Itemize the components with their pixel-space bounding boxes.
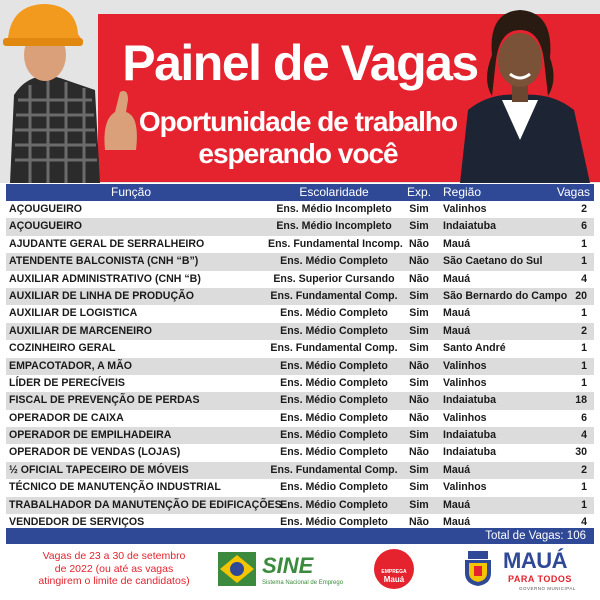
cell-vagas: 4	[581, 272, 587, 285]
subtitle-line-1: Oportunidade de trabalho	[138, 106, 458, 137]
cell-regiao: Mauá	[443, 272, 471, 285]
cell-escolaridade: Ens. Fundamental Incomp.	[268, 237, 403, 250]
cell-escolaridade: Ens. Médio Incompleto	[276, 203, 392, 215]
cell-funcao: AJUDANTE GERAL DE SERRALHEIRO	[9, 237, 205, 250]
cell-funcao: AUXILIAR DE LINHA DE PRODUÇÃO	[9, 289, 195, 302]
cell-vagas: 2	[581, 324, 587, 337]
column-header-funcao: Função	[110, 185, 152, 199]
cell-regiao: Valinhos	[443, 359, 487, 372]
column-header-regiao: Região	[443, 185, 482, 199]
cell-vagas: 4	[581, 429, 587, 442]
cell-escolaridade: Ens. Médio Completo	[280, 394, 388, 407]
table-row	[6, 201, 594, 218]
cell-vagas: 18	[575, 394, 587, 407]
cell-vagas: 1	[581, 498, 587, 511]
cell-funcao: AUXILIAR ADMINISTRATIVO (CNH “B)	[9, 272, 201, 285]
cell-vagas: 20	[575, 289, 587, 302]
cell-exp: Sim	[409, 342, 429, 355]
cell-funcao: AÇOUGUEIRO	[9, 220, 82, 233]
cell-escolaridade: Ens. Médio Completo	[280, 446, 388, 459]
cell-regiao: Indaiatuba	[443, 220, 496, 233]
cell-exp: Sim	[409, 324, 429, 337]
cell-funcao: ATENDENTE BALCONISTA (CNH “B”)	[9, 255, 199, 268]
cell-escolaridade: Ens. Médio Completo	[280, 324, 388, 337]
cell-vagas: 1	[581, 237, 587, 250]
cell-regiao: Mauá	[443, 324, 471, 337]
cell-funcao: AUXILIAR DE MARCENEIRO	[9, 324, 153, 337]
cell-exp: Sim	[409, 481, 429, 494]
cell-escolaridade: Ens. Médio Completo	[280, 429, 388, 442]
table-row	[6, 218, 594, 235]
table-row	[6, 236, 594, 253]
cell-funcao: AUXILIAR DE LOGISTICA	[9, 307, 138, 320]
cell-exp: Sim	[409, 429, 429, 442]
cell-exp: Não	[408, 446, 429, 459]
cell-exp: Sim	[409, 376, 429, 389]
cell-funcao: LÍDER DE PERECÍVEIS	[9, 376, 125, 389]
cell-regiao: Mauá	[443, 498, 471, 511]
cell-exp: Não	[408, 516, 429, 529]
table-row	[6, 444, 594, 461]
cell-escolaridade: Ens. Médio Completo	[280, 498, 388, 511]
table-row	[6, 427, 594, 444]
table-row	[6, 375, 594, 392]
cell-regiao: Mauá	[443, 463, 471, 476]
table-row	[6, 288, 594, 305]
table-row	[6, 392, 594, 409]
table-row	[6, 253, 594, 270]
maua-logo-name: MAUÁ	[503, 548, 567, 573]
cell-vagas: 1	[581, 481, 587, 494]
total-vagas: Total de Vagas: 106	[485, 530, 586, 542]
cell-exp: Não	[408, 411, 429, 424]
cell-escolaridade: Ens. Médio Completo	[280, 411, 388, 424]
validity-note-line-3: atingirem o limite de candidatos)	[38, 575, 190, 587]
table-header	[6, 184, 594, 201]
sine-name: SINE	[262, 553, 314, 578]
table-row	[6, 340, 594, 357]
job-table-body	[6, 201, 594, 531]
emprega-city: Mauá	[383, 575, 405, 584]
cell-regiao: Valinhos	[443, 376, 487, 389]
cell-vagas: 6	[581, 411, 587, 424]
cell-funcao: OPERADOR DE CAIXA	[9, 411, 124, 424]
cell-exp: Sim	[409, 498, 429, 511]
cell-exp: Sim	[409, 220, 429, 233]
table-row	[6, 271, 594, 288]
cell-exp: Sim	[409, 289, 429, 302]
page-title: Painel de Vagas	[122, 35, 478, 91]
table-row	[6, 497, 594, 514]
emprega-label: EMPREGA	[381, 569, 407, 575]
cell-vagas: 1	[581, 359, 587, 372]
table-row	[6, 479, 594, 496]
cell-escolaridade: Ens. Médio Completo	[280, 516, 388, 529]
cell-vagas: 2	[581, 203, 587, 215]
cell-regiao: Indaiatuba	[443, 394, 496, 407]
cell-vagas: 6	[581, 220, 587, 233]
cell-vagas: 2	[581, 463, 587, 476]
column-header-exp: Exp.	[406, 185, 431, 199]
cell-vagas: 1	[581, 307, 587, 320]
table-row	[6, 462, 594, 479]
cell-vagas: 30	[575, 446, 587, 459]
city-crest-icon	[462, 551, 494, 587]
cell-vagas: 1	[581, 376, 587, 389]
cell-escolaridade: Ens. Superior Cursando	[273, 272, 395, 285]
cell-funcao: EMPACOTADOR, A MÃO	[9, 359, 132, 372]
cell-escolaridade: Ens. Médio Completo	[280, 376, 388, 389]
subtitle-line-2: esperando você	[198, 138, 398, 169]
cell-funcao: FISCAL DE PREVENÇÃO DE PERDAS	[9, 394, 200, 407]
cell-funcao: VENDEDOR DE SERVIÇOS	[9, 516, 145, 529]
cell-regiao: Mauá	[443, 516, 471, 529]
sine-subtitle: Sistema Nacional de Emprego	[262, 580, 344, 586]
cell-funcao: COZINHEIRO GERAL	[9, 342, 116, 355]
cell-exp: Não	[408, 255, 429, 268]
cell-regiao: São Bernardo do Campo	[443, 289, 568, 302]
cell-exp: Não	[408, 237, 429, 250]
total-bar	[6, 528, 594, 544]
cell-regiao: Mauá	[443, 307, 471, 320]
maua-government-label: GOVERNO MUNICIPAL	[519, 586, 576, 591]
cell-regiao: Indaiatuba	[443, 446, 496, 459]
maua-slogan: PARA TODOS	[508, 574, 572, 584]
cell-vagas: 1	[581, 342, 587, 355]
cell-escolaridade: Ens. Médio Completo	[280, 307, 388, 320]
cell-exp: Não	[408, 359, 429, 372]
cell-exp: Sim	[409, 203, 429, 215]
cell-escolaridade: Ens. Médio Completo	[280, 481, 388, 494]
cell-vagas: 1	[581, 255, 587, 268]
header-banner	[0, 0, 600, 183]
cell-regiao: Mauá	[443, 237, 471, 250]
cell-funcao: TRABALHADOR DA MANUTENÇÃO DE EDIFICAÇÕES	[9, 498, 282, 511]
cell-escolaridade: Ens. Médio Completo	[280, 255, 388, 268]
cell-regiao: São Caetano do Sul	[443, 255, 543, 268]
cell-regiao: Valinhos	[443, 411, 487, 424]
cell-escolaridade: Ens. Fundamental Comp.	[270, 342, 398, 355]
table-row	[6, 410, 594, 427]
cell-regiao: Valinhos	[443, 481, 487, 494]
cell-funcao: TÉCNICO DE MANUTENÇÃO INDUSTRIAL	[9, 481, 221, 494]
cell-escolaridade: Ens. Médio Completo	[280, 359, 388, 372]
cell-funcao: OPERADOR DE VENDAS (LOJAS)	[9, 446, 181, 459]
validity-note-line-1: Vagas de 23 a 30 de setembro	[42, 550, 186, 562]
validity-note-line-2: de 2022 (ou até as vagas	[54, 562, 174, 575]
validity-note	[24, 550, 204, 588]
cell-exp: Sim	[409, 307, 429, 320]
cell-escolaridade: Ens. Fundamental Comp.	[270, 463, 398, 476]
cell-regiao: Santo André	[443, 342, 506, 355]
table-row	[6, 305, 594, 322]
cell-escolaridade: Ens. Médio Incompleto	[276, 220, 392, 233]
cell-regiao: Valinhos	[443, 203, 487, 215]
cell-funcao: AÇOUGUEIRO	[9, 203, 82, 215]
column-header-vagas: Vagas	[556, 185, 590, 199]
cell-exp: Não	[408, 272, 429, 285]
cell-regiao: Indaiatuba	[443, 429, 496, 442]
cell-exp: Sim	[409, 463, 429, 476]
cell-vagas: 4	[581, 516, 587, 529]
table-row	[6, 358, 594, 375]
table-row	[6, 323, 594, 340]
page-subtitle	[118, 106, 478, 170]
column-header-escolaridade: Escolaridade	[299, 185, 369, 199]
cell-funcao: ½ OFICIAL TAPECEIRO DE MÓVEIS	[9, 463, 189, 476]
cell-exp: Não	[408, 394, 429, 407]
cell-funcao: OPERADOR DE EMPILHADEIRA	[9, 429, 172, 442]
cell-escolaridade: Ens. Fundamental Comp.	[270, 289, 398, 302]
